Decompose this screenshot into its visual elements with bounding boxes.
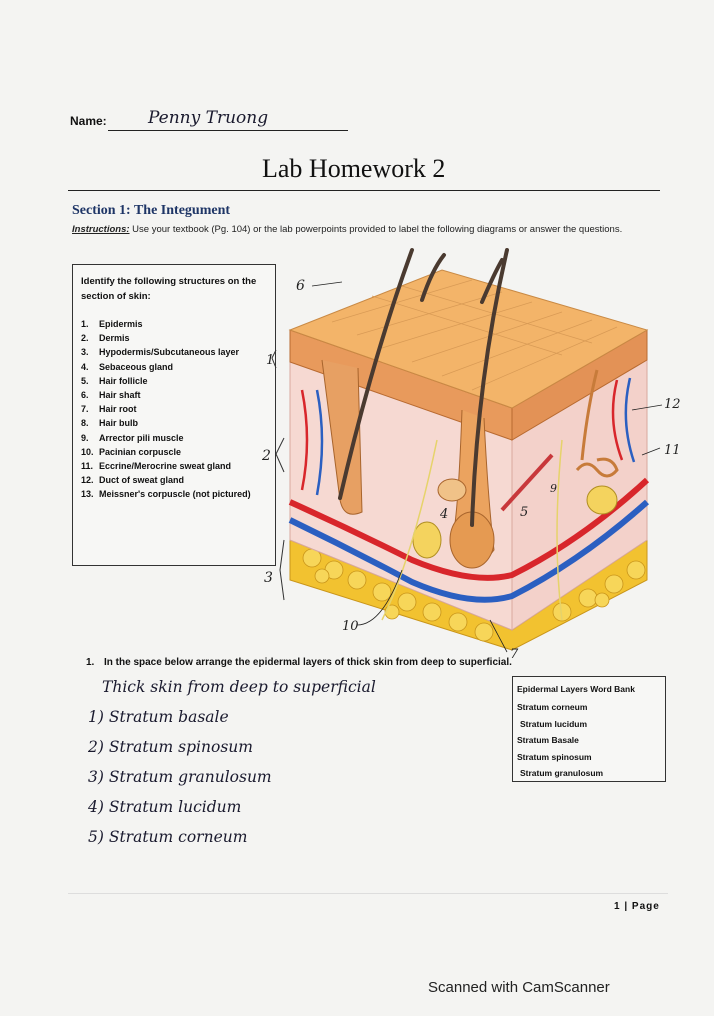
item-number: 8. bbox=[81, 418, 89, 429]
word-bank-list bbox=[517, 699, 603, 782]
item-text: Hair bulb bbox=[99, 418, 139, 429]
item-text: Duct of sweat gland bbox=[99, 475, 185, 486]
list-item bbox=[81, 331, 273, 345]
item-text: Hair follicle bbox=[99, 375, 148, 386]
instructions-body: Use your textbook (Pg. 104) or the lab powerpoints provided to label the following diagrams or answer the questions. bbox=[129, 224, 623, 235]
item-number: 4. bbox=[81, 361, 89, 372]
item-number: 12. bbox=[81, 475, 94, 486]
diagram-label-11: 11 bbox=[664, 443, 681, 458]
item-text: Epidermis bbox=[99, 319, 143, 329]
structures-heading: Identify the following structures on the section of skin: bbox=[81, 276, 257, 302]
question-text: In the space below arrange the epidermal layers of thick skin from deep to superficial. bbox=[104, 657, 512, 668]
diagram-label-7: 7 bbox=[510, 647, 519, 660]
answer-heading: Thick skin from deep to superficial bbox=[102, 678, 376, 696]
item-text: Pacinian corpuscle bbox=[99, 446, 182, 457]
item-number: 2. bbox=[81, 333, 89, 344]
answer-line: 2) Stratum spinosum bbox=[88, 738, 253, 756]
structures-box bbox=[72, 264, 276, 566]
list-item bbox=[81, 431, 273, 445]
item-number: 5. bbox=[81, 375, 89, 386]
bracket-marks bbox=[272, 350, 284, 600]
footer-divider bbox=[68, 893, 668, 894]
list-item bbox=[81, 487, 273, 501]
item-text: Eccrine/Merocrine sweat gland bbox=[99, 461, 232, 472]
list-item bbox=[81, 473, 273, 487]
item-text: Hair root bbox=[99, 404, 137, 415]
diagram-label-9: 9 bbox=[550, 482, 557, 495]
instructions-lead: Instructions: bbox=[72, 224, 130, 235]
diagram-label-6: 6 bbox=[296, 278, 305, 294]
item-number: 7. bbox=[81, 404, 89, 415]
list-item bbox=[81, 360, 273, 374]
word-bank-box bbox=[512, 676, 666, 782]
section-heading: Section 1: The Integument bbox=[72, 203, 231, 218]
list-item bbox=[81, 374, 273, 388]
scanner-watermark: Scanned with CamScanner bbox=[428, 979, 610, 996]
diagram-label-5: 5 bbox=[520, 505, 529, 520]
instructions bbox=[72, 223, 662, 236]
sebaceous-gland bbox=[438, 479, 466, 501]
pacinian-corpuscle-right bbox=[587, 486, 617, 514]
item-text: Meissner's corpuscle (not pictured) bbox=[99, 489, 251, 500]
item-text: Sebaceous gland bbox=[99, 361, 174, 372]
item-number: 6. bbox=[81, 390, 89, 401]
diagram-label-1: 1 bbox=[266, 353, 275, 368]
word-bank-item: Stratum lucidum bbox=[520, 718, 588, 729]
item-number: 10. bbox=[81, 446, 94, 457]
name-label: Name: bbox=[70, 114, 107, 128]
diagram-label-4: 4 bbox=[440, 507, 449, 522]
list-item bbox=[81, 345, 273, 359]
item-number: 9. bbox=[81, 432, 89, 443]
pacinian-corpuscle bbox=[413, 522, 441, 558]
diagram-label-2: 2 bbox=[262, 448, 271, 464]
answer-line: 5) Stratum corneum bbox=[88, 828, 248, 846]
list-item bbox=[81, 445, 273, 459]
handwritten-answers bbox=[88, 672, 376, 852]
item-text: Arrector pili muscle bbox=[99, 432, 184, 443]
question-1 bbox=[86, 657, 512, 668]
name-handwritten: Penny Truong bbox=[148, 108, 269, 128]
diagram-label-10: 10 bbox=[342, 619, 359, 634]
word-bank-item: Stratum spinosum bbox=[517, 751, 592, 762]
diagram-label-3: 3 bbox=[264, 570, 273, 586]
answer-line: 1) Stratum basale bbox=[88, 708, 229, 726]
skin-cross-section-diagram bbox=[262, 240, 692, 660]
item-number: 3. bbox=[81, 347, 89, 358]
title-divider bbox=[68, 190, 660, 191]
answer-line: 3) Stratum granulosum bbox=[88, 768, 272, 786]
list-item bbox=[81, 416, 273, 430]
word-bank-title: Epidermal Layers Word Bank bbox=[517, 684, 635, 694]
item-text: Hypodermis/Subcutaneous layer bbox=[99, 347, 240, 358]
list-item bbox=[81, 402, 273, 416]
word-bank-item: Stratum corneum bbox=[517, 702, 588, 712]
word-bank-item: Stratum Basale bbox=[517, 735, 579, 745]
question-number: 1. bbox=[86, 657, 95, 668]
item-text: Hair shaft bbox=[99, 390, 141, 401]
item-text: Dermis bbox=[99, 333, 130, 344]
list-item bbox=[81, 317, 273, 331]
name-line bbox=[108, 130, 348, 131]
page-number: 1 | Page bbox=[614, 901, 660, 912]
name-row bbox=[70, 110, 360, 136]
list-item bbox=[81, 459, 273, 473]
word-bank-item: Stratum granulosum bbox=[520, 768, 604, 778]
structures-list bbox=[81, 317, 273, 502]
page-title: Lab Homework 2 bbox=[262, 154, 446, 183]
diagram-label-12: 12 bbox=[664, 397, 681, 412]
item-number: 1. bbox=[81, 319, 89, 329]
item-number: 11. bbox=[81, 461, 94, 472]
item-number: 13. bbox=[81, 489, 94, 500]
list-item bbox=[81, 388, 273, 402]
answer-line: 4) Stratum lucidum bbox=[88, 798, 242, 816]
